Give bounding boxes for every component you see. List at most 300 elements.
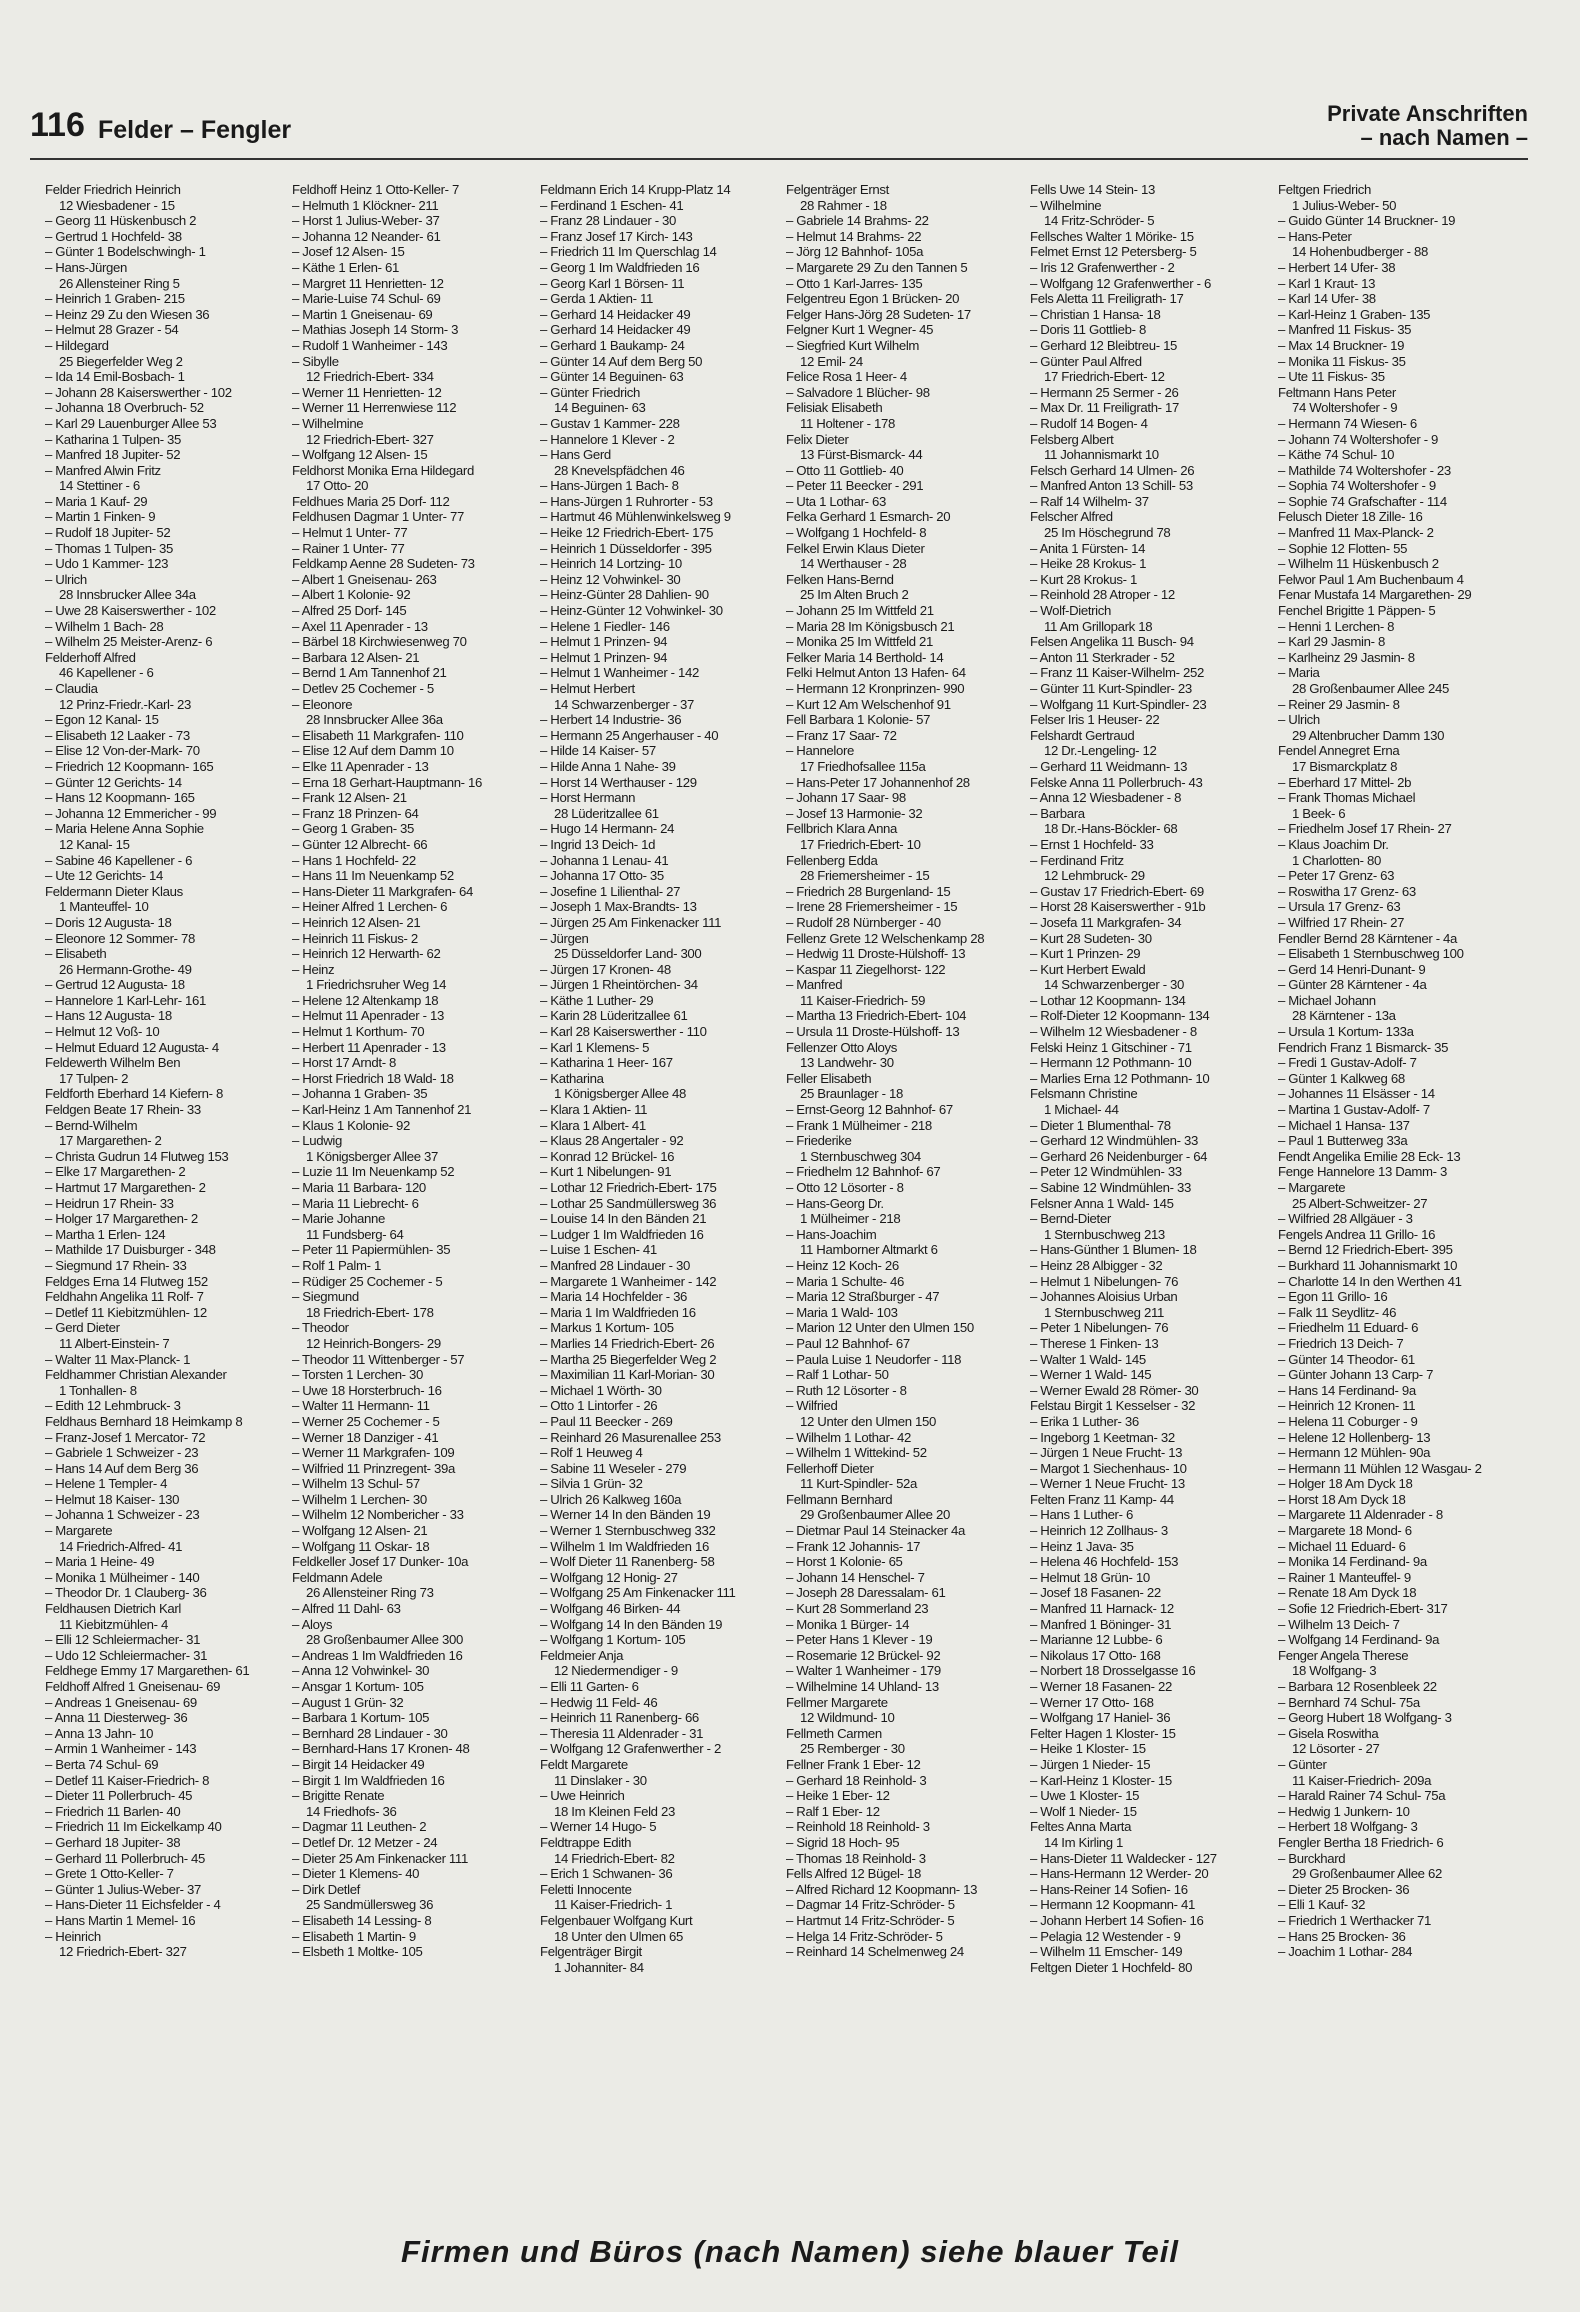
directory-subentry: – Rolf-Dieter 12 Koopmann- 134 [1030,1008,1210,1024]
directory-subentry: – Wolfgang 12 Alsen- 21 [292,1523,428,1539]
directory-subentry: – Friedhelm 11 Eduard- 6 [1278,1320,1419,1336]
directory-subentry: – Heinz 12 Vohwinkel- 30 [540,571,681,587]
directory-subentry: – Luise 1 Eschen- 41 [540,1242,657,1258]
directory-subentry: – Egon 11 Grillo- 16 [1278,1289,1388,1305]
directory-subentry: – Wolfgang 25 Am Finkenacker 111 [540,1585,736,1601]
directory-entry: Felske Anna 11 Pollerbruch- 43 [1030,774,1203,790]
directory-subentry: – Hartmut 46 Mühlenwinkelsweg 9 [540,509,731,525]
column-6 [1278,182,1528,1960]
directory-subentry: – Heinrich 11 Ranenberg- 66 [540,1710,699,1726]
directory-subentry: – Reinhard 26 Masurenallee 253 [540,1429,721,1445]
directory-subentry: – Peter 17 Grenz- 63 [1278,868,1395,884]
directory-subentry: – Hans-Dieter 11 Markgrafen- 64 [292,883,473,899]
directory-subentry: – Detlev 25 Cochemer - 5 [292,681,434,696]
directory-subentry: – Detlef Dr. 12 Metzer - 24 [292,1834,438,1850]
address-line: 13 Fürst-Bismarck- 44 [800,447,923,463]
directory-subentry: – Rudolf 14 Bogen- 4 [1030,415,1148,431]
directory-subentry: – Georg 1 Im Waldfrieden 16 [540,259,700,275]
directory-subentry: – Wolfgang 11 Oskar- 18 [292,1538,430,1554]
directory-subentry: – Franz 11 Kaiser-Wilhelm- 252 [1030,665,1204,681]
directory-subentry: – Horst 17 Arndt- 8 [292,1055,397,1071]
directory-subentry: – Paul 1 Butterweg 33a [1278,1133,1408,1149]
directory-subentry: – Helmut 28 Grazer - 54 [45,322,179,338]
address-line: 28 Lüderitzallee 61 [554,805,659,821]
directory-entry: Fenger Angela Therese [1278,1647,1409,1663]
directory-subentry: – Wilhelm 11 Emscher- 149 [1030,1944,1183,1960]
directory-entry: Felka Gerhard 1 Esmarch- 20 [786,509,951,525]
directory-subentry: – Wilfried 28 Allgäuer - 3 [1278,1211,1413,1227]
directory-subentry: – Johanna 17 Otto- 35 [540,868,664,884]
directory-subentry: – Wilfried 17 Rhein- 27 [1278,914,1405,930]
directory-subentry: – Hans-Joachim [786,1226,877,1242]
directory-subentry: – Iris 12 Grafenwerther - 2 [1030,259,1175,275]
directory-subentry: – Anton 11 Sterkrader - 52 [1030,649,1175,665]
directory-subentry: – Manfred 28 Lindauer - 30 [540,1257,690,1273]
directory-entry: Fells Uwe 14 Stein- 13 [1030,182,1155,197]
directory-subentry: – Gerd 14 Henri-Dunant- 9 [1278,961,1426,977]
directory-subentry: – Bernd 1 Am Tannenhof 21 [292,665,447,681]
directory-subentry: – Gerhard 14 Heidacker 49 [540,306,691,322]
address-line: 28 Innsbrucker Allee 34a [59,587,196,603]
directory-subentry: – Wilhelm 1 Im Waldfrieden 16 [540,1538,709,1554]
directory-entry: Fells Alfred 12 Bügel- 18 [786,1866,921,1882]
address-line: 13 Landwehr- 30 [800,1055,894,1071]
directory-subentry: – Margarete [1278,1180,1346,1195]
section-label-line1: Private Anschriften [1327,101,1528,126]
address-line: 11 Am Grillopark 18 [1044,618,1153,634]
address-line: 26 Allensteiner Ring 73 [306,1585,434,1601]
directory-subentry: – Hans 12 Augusta- 18 [45,1008,172,1024]
directory-subentry: – Falk 11 Seydlitz- 46 [1278,1304,1397,1320]
directory-subentry: – Peter 11 Papiermühlen- 35 [292,1242,451,1258]
directory-subentry: – Harald Rainer 74 Schul- 75a [1278,1788,1446,1804]
directory-subentry: – Gustav 17 Friedrich-Ebert- 69 [1030,883,1204,899]
directory-subentry: – Horst 1 Julius-Weber- 37 [292,213,440,229]
directory-subentry: – Hildegard [45,337,109,353]
directory-subentry: – Ralf 1 Eber- 12 [786,1803,880,1819]
directory-subentry: – Elli 11 Garten- 6 [540,1679,639,1694]
directory-subentry: – Holger 18 Am Dyck 18 [1278,1476,1413,1492]
directory-subentry: – Helmut 1 Wanheimer - 142 [540,665,699,681]
directory-subentry: – Anita 1 Fürsten- 14 [1030,540,1146,556]
directory-subentry: – Karlheinz 29 Jasmin- 8 [1278,649,1415,665]
directory-subentry: – Heinz-Günter 12 Vohwinkel- 30 [540,603,723,619]
directory-subentry: – Maria 12 Straßburger - 47 [786,1289,940,1305]
directory-subentry: – Josefa 11 Markgrafen- 34 [1030,914,1182,930]
directory-subentry: – Günter 14 Auf dem Berg 50 [540,353,703,369]
directory-subentry: – Anna 12 Wiesbadener - 8 [1030,790,1182,806]
directory-entry: Felusch Dieter 18 Zille- 16 [1278,509,1423,525]
directory-subentry: – Karl 29 Jasmin- 8 [1278,634,1385,650]
directory-subentry: – Gabriele 1 Schweizer - 23 [45,1445,199,1461]
directory-subentry: – Wolfgang 12 Alsen- 15 [292,447,428,463]
directory-subentry: – Albert 1 Kolonie- 92 [292,587,411,603]
directory-subentry: – Martin 1 Gneisenau- 69 [292,306,433,322]
directory-subentry: – Wilhelm 1 Lothar- 42 [786,1429,911,1445]
directory-subentry: – Jörg 12 Bahnhof- 105a [786,244,924,260]
directory-subentry: – Eleonore 12 Sommer- 78 [45,930,195,946]
directory-subentry: – Sophia 74 Woltershofer - 9 [1278,478,1436,494]
directory-subentry: – Holger 17 Margarethen- 2 [45,1211,198,1227]
directory-subentry: – Silvia 1 Grün- 32 [540,1476,643,1492]
directory-subentry: – Lothar 25 Sandmüllersweg 36 [540,1195,717,1211]
directory-subentry: – Hans-Jürgen 1 Bach- 8 [540,478,679,494]
address-line: 14 Werthauser - 28 [800,556,907,572]
directory-subentry: – Wolfgang 1 Kortum- 105 [540,1632,686,1648]
directory-subentry: – Alfred 11 Dahl- 63 [292,1601,401,1617]
directory-subentry: – Manfred 11 Max-Planck- 2 [1278,525,1434,541]
directory-subentry: – Hans-Hermann 12 Werder- 20 [1030,1866,1209,1882]
directory-subentry: – Erich 1 Schwanen- 36 [540,1866,673,1882]
directory-subentry: – Rainer 1 Unter- 77 [292,540,405,556]
directory-subentry: – Horst 28 Kaiserswerther - 91b [1030,899,1206,915]
directory-subentry: – Bernd-Wilhelm [45,1117,138,1133]
directory-subentry: – Helga 14 Fritz-Schröder- 5 [786,1928,943,1944]
directory-subentry: – Udo 12 Schleiermacher- 31 [45,1647,208,1663]
directory-subentry: – Bernhard 74 Schul- 75a [1278,1694,1420,1710]
directory-subentry: – Johann Herbert 14 Sofien- 16 [1030,1912,1204,1928]
directory-subentry: – Karin 28 Lüderitzallee 61 [540,1008,688,1024]
directory-subentry: – Marianne 12 Lubbe- 6 [1030,1632,1163,1648]
directory-subentry: – Gustav 1 Kammer- 228 [540,415,680,431]
directory-subentry: – Günter 12 Gerichts- 14 [45,774,182,790]
directory-subentry: – Hartmut 14 Fritz-Schröder- 5 [786,1912,955,1928]
directory-subentry: – Rudolf 18 Jupiter- 52 [45,525,171,541]
directory-subentry: – Karl-Heinz 1 Kloster- 15 [1030,1772,1172,1788]
address-line: 12 Kanal- 15 [59,836,130,852]
directory-subentry: – Monika 1 Bürger- 14 [786,1616,910,1632]
directory-subentry: – Irene 28 Friemersheimer - 15 [786,899,958,915]
address-line: 12 Prinz-Friedr.-Karl- 23 [59,696,191,712]
directory-subentry: – Monika 25 Im Wittfeld 21 [786,634,934,650]
directory-entry: Felker Maria 14 Berthold- 14 [786,649,944,665]
directory-entry: Fell Barbara 1 Kolonie- 57 [786,712,931,728]
directory-subentry: – Marie-Luise 74 Schul- 69 [292,291,441,307]
address-line: 11 Kaiser-Friedrich- 1 [554,1897,673,1913]
directory-subentry: – Marlies Erna 12 Pothmann- 10 [1030,1070,1210,1086]
directory-subentry: – Helmut 1 Nibelungen- 76 [1030,1273,1179,1289]
section-label-line2: – nach Namen – [1360,125,1528,150]
address-line: 25 Albert-Schweitzer- 27 [1292,1195,1428,1211]
directory-entry: Fengler Bertha 18 Friedrich- 6 [1278,1834,1444,1850]
address-line: 1 Johanniter- 84 [554,1959,644,1975]
directory-subentry: – Wolf Dieter 11 Ranenberg- 58 [540,1554,715,1570]
directory-subentry: – Hermann 11 Mühlen 12 Wasgau- 2 [1278,1460,1482,1476]
directory-subentry: – Birgit 1 Im Waldfrieden 16 [292,1772,445,1788]
directory-entry: Felkel Erwin Klaus Dieter [786,540,925,556]
directory-subentry: – Heinz-Günter 28 Dahlien- 90 [540,587,709,603]
directory-subentry: – Michael 11 Eduard- 6 [1278,1538,1406,1554]
address-line: 29 Altenbrucher Damm 130 [1292,727,1445,743]
directory-subentry: – Reinhold 28 Atroper - 12 [1030,587,1175,603]
address-line: 1 Beek- 6 [1292,805,1346,821]
directory-subentry: – Kurt 28 Krokus- 1 [1030,571,1137,587]
directory-subentry: – Friederike [786,1133,852,1149]
directory-subentry: – Elisabeth 12 Laaker - 73 [45,727,190,743]
directory-subentry: – Otto 11 Gottlieb- 40 [786,462,904,478]
directory-subentry: – Wilhelm 1 Wittekind- 52 [786,1445,927,1461]
address-line: 18 Wolfgang- 3 [1292,1663,1377,1679]
directory-subentry: – Helmuth 1 Klöckner- 211 [292,197,439,213]
address-line: 1 Manteuffel- 10 [59,899,149,915]
directory-subentry: – Helmut 12 Voß- 10 [45,1024,160,1040]
column-2 [292,182,542,1960]
directory-subentry: – Klara 1 Aktien- 11 [540,1102,648,1118]
directory-subentry: – Konrad 12 Brückel- 16 [540,1148,675,1164]
directory-subentry: – Dieter 25 Brocken- 36 [1278,1881,1410,1897]
directory-subentry: – Helmut 11 Apenrader - 13 [292,1008,444,1024]
directory-subentry: – Johann 25 Im Wittfeld 21 [786,603,934,619]
directory-subentry: – Uwe 28 Kaiserswerther - 102 [45,603,216,619]
directory-entry: Fendel Annegret Erna [1278,743,1400,759]
address-line: 1 Königsberger Allee 48 [554,1086,686,1102]
directory-subentry: – Ferdinand 1 Eschen- 41 [540,197,684,213]
address-line: 18 Friedrich-Ebert- 178 [306,1304,434,1320]
address-line: 1 Friedrichsruher Weg 14 [306,977,447,993]
directory-subentry: – Maria 11 Liebrecht- 6 [292,1195,419,1211]
directory-subentry: – Michael 1 Wörth- 30 [540,1382,662,1398]
directory-subentry: – Werner Ewald 28 Römer- 30 [1030,1382,1199,1398]
directory-subentry: – Siegmund [292,1289,359,1305]
directory-entry: Fendt Angelika Emilie 28 Eck- 13 [1278,1148,1461,1164]
directory-entry: Felgenträger Ernst [786,182,889,197]
directory-subentry: – Kurt 1 Nibelungen- 91 [540,1164,672,1180]
directory-subentry: – Manfred 1 Böninger- 31 [1030,1616,1172,1632]
address-line: 12 Lehmbruck- 29 [1044,868,1145,884]
directory-subentry: – Siegmund 17 Rhein- 33 [45,1257,187,1273]
directory-entry: Felmet Ernst 12 Petersberg- 5 [1030,244,1197,260]
directory-subentry: – Maria [1278,665,1320,681]
directory-subentry: – Georg Hubert 18 Wolfgang- 3 [1278,1710,1452,1726]
directory-subentry: – Christa Gudrun 14 Flutweg 153 [45,1148,229,1164]
directory-subentry: – Christian 1 Hansa- 18 [1030,306,1161,322]
directory-subentry: – Wilhelm 25 Meister-Arenz- 6 [45,634,213,650]
directory-subentry: – Mathilde 74 Woltershofer - 23 [1278,462,1451,478]
directory-subentry: – Otto 1 Lintorfer - 26 [540,1398,658,1414]
directory-subentry: – Joseph 28 Daressalam- 61 [786,1585,946,1601]
directory-subentry: – Gerhard 11 Weidmann- 13 [1030,758,1188,774]
directory-subentry: – Pelagia 12 Westender - 9 [1030,1928,1181,1944]
directory-entry: Felsen Angelika 11 Busch- 94 [1030,634,1194,650]
directory-subentry: – Mathias Joseph 14 Storm- 3 [292,322,459,338]
directory-subentry: – Heinrich 12 Zollhaus- 3 [1030,1523,1168,1539]
directory-subentry: – Ludger 1 Im Waldfrieden 16 [540,1226,704,1242]
address-line: 1 Julius-Weber- 50 [1292,197,1397,213]
footer-note: Firmen und Büros (nach Namen) siehe blauer Teil [401,2234,1179,2269]
directory-subentry: – Edith 12 Lehmbruck- 3 [45,1398,181,1414]
directory-subentry: – Hilde Anna 1 Nahe- 39 [540,758,676,774]
directory-subentry: – Wolfgang 11 Kurt-Spindler- 23 [1030,696,1207,712]
directory-subentry: – Bernhard-Hans 17 Kronen- 48 [292,1741,470,1757]
directory-subentry: – Ute 11 Fiskus- 35 [1278,369,1385,385]
directory-subentry: – Horst 18 Am Dyck 18 [1278,1491,1406,1507]
address-line: 17 Bismarckplatz 8 [1292,758,1398,774]
directory-subentry: – Friedrich 11 Barlen- 40 [45,1803,181,1819]
directory-subentry: – Werner 25 Cochemer - 5 [292,1413,440,1429]
directory-entry: Fendler Bernd 28 Kärntener - 4a [1278,930,1458,946]
directory-entry: Fellmer Margarete [786,1694,888,1710]
directory-subentry: – Hans 25 Brocken- 36 [1278,1928,1406,1944]
directory-subentry: – Maria Helene Anna Sophie [45,821,204,837]
address-line: 12 Friedrich-Ebert- 334 [306,369,434,385]
directory-subentry: – Wilhelmine [292,415,364,431]
directory-subentry: – Gerhard 18 Jupiter- 38 [45,1834,181,1850]
directory-subentry: – Hermann 74 Wiesen- 6 [1278,415,1417,431]
directory-subentry: – Georg 11 Hüskenbusch 2 [45,213,197,229]
directory-entry: Felgentreu Egon 1 Brücken- 20 [786,291,960,307]
directory-subentry: – Manfred 11 Fiskus- 35 [1278,322,1412,338]
directory-subentry: – Werner 18 Fasanen- 22 [1030,1679,1172,1694]
address-line: 1 Sternbuschweg 211 [1044,1304,1164,1320]
directory-subentry: – Heinrich 1 Graben- 215 [45,291,185,307]
directory-subentry: – Heinz 29 Zu den Wiesen 36 [45,306,210,322]
directory-entry: Felten Franz 11 Kamp- 44 [1030,1491,1174,1507]
directory-subentry: – Hans-Peter [1278,228,1352,244]
directory-subentry: – Wolfgang 12 Honig- 27 [540,1569,678,1585]
address-line: 28 Großenbaumer Allee 245 [1292,681,1449,696]
directory-subentry: – Johann 17 Saar- 98 [786,790,906,806]
directory-subentry: – Paula Luise 1 Neudorfer - 118 [786,1351,962,1367]
directory-subentry: – Marie Johanne [292,1211,385,1227]
directory-subentry: – Johanna 12 Emmericher - 99 [45,805,217,821]
directory-subentry: – Frank 12 Johannis- 17 [786,1538,921,1554]
directory-subentry: – Maria 1 Heine- 49 [45,1554,155,1570]
directory-subentry: – Helene 1 Templer- 4 [45,1476,168,1492]
directory-subentry: – Grete 1 Otto-Keller- 7 [45,1866,174,1882]
directory-subentry: – Johanna 1 Schweizer - 23 [45,1507,200,1523]
directory-subentry: – Kurt 12 Am Welschenhof 91 [786,696,951,712]
directory-subentry: – Otto 12 Lösorter - 8 [786,1180,904,1195]
directory-subentry: – Wilhelmine 14 Uhland- 13 [786,1679,939,1694]
directory-subentry: – Mathilde 17 Duisburger - 348 [45,1242,216,1258]
directory-subentry: – Claudia [45,681,98,696]
directory-entry: Fenar Mustafa 14 Margarethen- 29 [1278,587,1472,603]
directory-subentry: – Katharina 1 Heer- 167 [540,1055,673,1071]
directory-subentry: – Ulrich [45,571,87,587]
directory-subentry: – Aloys [292,1616,333,1632]
directory-entry: Fellenberg Edda [786,852,878,868]
directory-subentry: – Kurt 28 Sudeten- 30 [1030,930,1152,946]
directory-subentry: – Bärbel 18 Kirchwiesenweg 70 [292,634,467,650]
directory-subentry: – Klaus 1 Kolonie- 92 [292,1117,411,1133]
directory-subentry: – Günter 28 Kärntener - 4a [1278,977,1427,993]
address-line: 1 Charlotten- 80 [1292,852,1381,868]
directory-entry: Fellerhoff Dieter [786,1460,874,1476]
directory-subentry: – Friedrich 12 Koopmann- 165 [45,758,214,774]
directory-subentry: – Ludwig [292,1133,342,1149]
directory-subentry: – Franz 17 Saar- 72 [786,727,897,743]
directory-subentry: – Margret 11 Henrietten- 12 [292,275,444,291]
directory-subentry: – Siegfried Kurt Wilhelm [786,337,920,353]
directory-subentry: – Heinz 28 Albigger - 32 [1030,1257,1163,1273]
directory-subentry: – Maria 1 Im Waldfrieden 16 [540,1304,696,1320]
directory-subentry: – Friedrich 13 Deich- 7 [1278,1335,1404,1351]
address-line: 12 Friedrich-Ebert- 327 [59,1944,187,1960]
column-3 [540,182,790,1975]
directory-subentry: – Gerda 1 Aktien- 11 [540,291,653,307]
directory-subentry: – Max Dr. 11 Freiligrath- 17 [1030,400,1179,416]
address-line: 12 Wiesbadener - 15 [59,197,175,213]
directory-subentry: – Johanna 12 Neander- 61 [292,228,441,244]
directory-subentry: – Renate 18 Am Dyck 18 [1278,1585,1417,1601]
directory-subentry: – Elise 12 Auf dem Damm 10 [292,743,454,759]
directory-subentry: – Johann 74 Woltershofer - 9 [1278,431,1439,447]
directory-subentry: – Theodor [292,1320,349,1336]
directory-subentry: – Frank 12 Alsen- 21 [292,790,407,806]
directory-subentry: – Rüdiger 25 Cochemer - 5 [292,1273,443,1289]
directory-subentry: – Ursula 11 Droste-Hülshoff- 13 [786,1024,960,1040]
directory-subentry: – Hermann 12 Koopmann- 41 [1030,1897,1195,1913]
directory-subentry: – Marion 12 Unter den Ulmen 150 [786,1320,974,1336]
directory-subentry: – Günter 14 Theodor- 61 [1278,1351,1415,1367]
directory-subentry: – Maria 11 Barbara- 120 [292,1180,426,1195]
directory-subentry: – Heidrun 17 Rhein- 33 [45,1195,174,1211]
directory-subentry: – Sibylle [292,353,339,369]
directory-subentry: – Charlotte 14 In den Werthen 41 [1278,1273,1462,1289]
directory-subentry: – Louise 14 In den Bänden 21 [540,1211,707,1227]
directory-subentry: – Kaspar 11 Ziegelhorst- 122 [786,961,946,977]
directory-entry: Feletti Innocente [540,1881,632,1897]
directory-entry: Felshardt Gertraud [1030,727,1135,743]
directory-entry: Fenchel Brigitte 1 Päppen- 5 [1278,603,1436,619]
directory-subentry: – Günter 1 Julius-Weber- 37 [45,1881,201,1897]
directory-subentry: – Helene 12 Altenkamp 18 [292,992,439,1008]
directory-subentry: – Frank 1 Mülheimer - 218 [786,1117,932,1133]
directory-subentry: – Hartmut 17 Margarethen- 2 [45,1180,206,1195]
directory-subentry: – Helmut 18 Kaiser- 130 [45,1491,180,1507]
directory-subentry: – Hermann 25 Sermer - 26 [1030,384,1179,400]
directory-subentry: – Hannelore 1 Klever - 2 [540,431,675,447]
directory-subentry: – Wolfgang 1 Hochfeld- 8 [786,525,927,541]
directory-entry: Feldhege Emmy 17 Margarethen- 61 [45,1663,250,1679]
address-line: 12 Wildmund- 10 [800,1710,895,1726]
directory-subentry: – Ursula 1 Kortum- 133a [1278,1024,1414,1040]
directory-subentry: – Rudolf 28 Nürnberger - 40 [786,914,941,930]
directory-entry: Feller Elisabeth [786,1070,872,1086]
address-line: 11 Albert-Einstein- 7 [59,1335,170,1351]
directory-subentry: – Monika 11 Fiskus- 35 [1278,353,1406,369]
directory-subentry: – Margarete [45,1523,113,1539]
address-line: 11 Johannismarkt 10 [1044,447,1159,463]
directory-entry: Felscher Alfred [1030,509,1113,525]
directory-subentry: – Ursula 17 Grenz- 63 [1278,899,1401,915]
directory-subentry: – Kurt Herbert Ewald [1030,961,1146,977]
directory-subentry: – Theodor 11 Wittenberger - 57 [292,1351,465,1367]
directory-subentry: – Sophie 74 Grafschafter - 114 [1278,493,1447,509]
directory-subentry: – Rudolf 1 Wanheimer - 143 [292,337,448,353]
address-line: 14 Schwarzenberger - 30 [1044,977,1185,993]
directory-subentry: – Hedwig 11 Droste-Hülshoff- 13 [786,946,966,962]
address-line: 28 Knevelspfädchen 46 [554,462,685,478]
directory-subentry: – Johanna 1 Lenau- 41 [540,852,669,868]
directory-subentry: – Heinrich 1 Düsseldorfer - 395 [540,540,712,556]
directory-subentry: – Herbert 14 Ufer- 38 [1278,259,1396,275]
address-line: 18 Unter den Ulmen 65 [554,1928,684,1944]
directory-subentry: – Burkhard 11 Johannismarkt 10 [1278,1257,1458,1273]
directory-subentry: – Friedrich 11 Im Eickelkamp 40 [45,1819,222,1835]
directory-subentry: – Jürgen 1 Rheintörchen- 34 [540,977,698,993]
directory-subentry: – Horst Hermann [540,790,636,806]
directory-subentry: – Wilhelm 13 Deich- 7 [1278,1616,1400,1632]
directory-subentry: – Burckhard [1278,1850,1346,1866]
address-line: 11 Dinslaker - 30 [554,1772,647,1788]
directory-subentry: – Elisabeth 11 Markgrafen- 110 [292,727,464,743]
directory-subentry: – Wolf-Dietrich [1030,603,1111,619]
directory-subentry: – Lothar 12 Koopmann- 134 [1030,992,1186,1008]
address-line: 25 Braunlager - 18 [800,1086,903,1102]
address-line: 17 Friedrich-Ebert- 10 [800,836,921,852]
directory-subentry: – Heike 12 Friedrich-Ebert- 175 [540,525,714,541]
